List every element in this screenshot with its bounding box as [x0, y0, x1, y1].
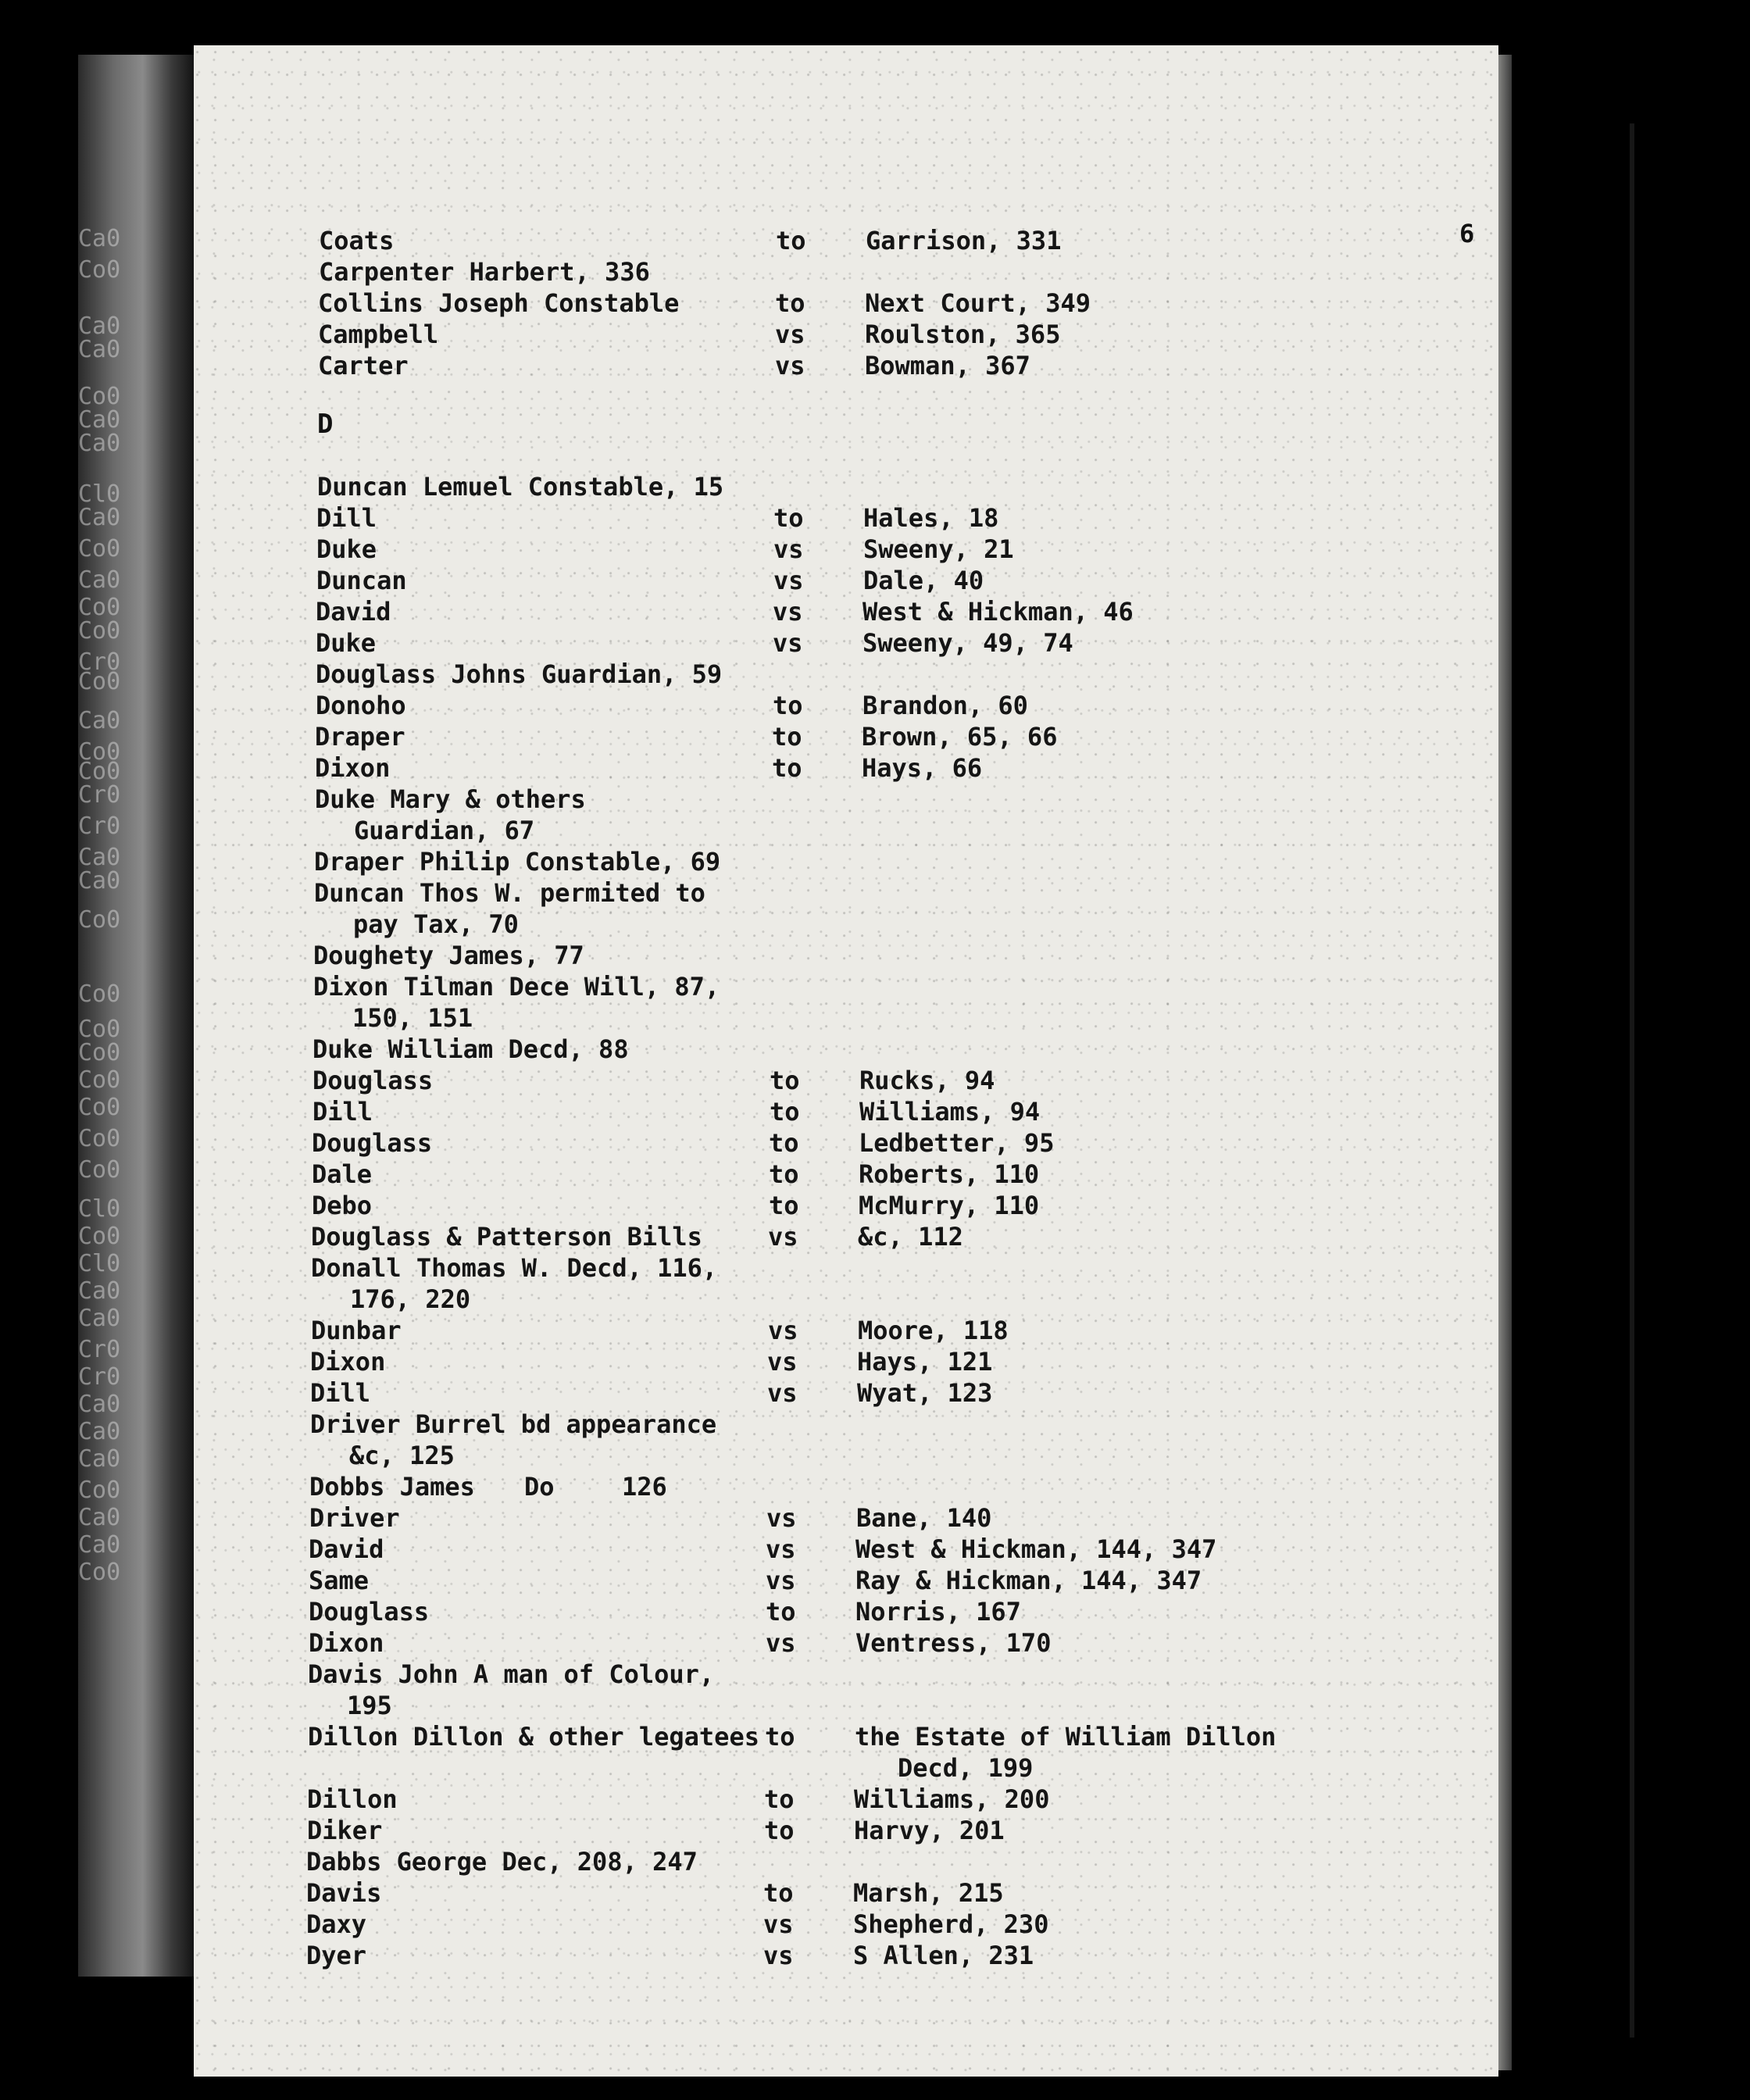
entry-name: Diker: [307, 1816, 383, 1845]
index-entry: [306, 1877, 1400, 1909]
entry-connector: vs: [766, 1503, 797, 1533]
entry-name: Duncan Thos W. permited to: [314, 878, 705, 908]
adjacent-page-text: Ca0: [78, 1418, 121, 1445]
entry-name: Dillon: [307, 1784, 398, 1814]
index-entry: [316, 659, 1409, 690]
entry-opposing-party: West & Hickman, 46: [862, 597, 1134, 627]
adjacent-page-text: Ca0: [78, 566, 121, 594]
entry-opposing-party: West & Hickman, 144, 347: [855, 1534, 1217, 1564]
index-entry: [314, 877, 1408, 939]
entry-connector: to: [769, 1191, 799, 1220]
entry-ditto: Do: [524, 1472, 555, 1502]
adjacent-page-text: Ca0: [78, 336, 121, 363]
entry-name: Dill: [312, 1097, 373, 1127]
entry-party-continuation: Decd, 199: [898, 1753, 1034, 1783]
entry-name: Dixon: [315, 753, 391, 783]
index-entry: [314, 846, 1408, 877]
entry-name: Draper Philip Constable, 69: [314, 847, 721, 877]
index-entry: [312, 1159, 1405, 1190]
adjacent-page-text: Co0: [78, 668, 121, 695]
entry-name: Driver: [309, 1503, 400, 1533]
entry-connector: to: [764, 1816, 795, 1845]
adjacent-page-text: Cl0: [78, 1195, 121, 1223]
adjacent-page-text: Co0: [78, 535, 121, 562]
entry-name: Coats: [319, 226, 395, 255]
entry-name: Dobbs James: [309, 1472, 475, 1502]
entry-opposing-party: Williams, 200: [854, 1784, 1050, 1814]
adjacent-page-text: Co0: [78, 1016, 121, 1043]
entry-connector: to: [775, 288, 805, 318]
entry-page-ref: 126: [622, 1472, 667, 1502]
entry-continuation: 195: [347, 1691, 392, 1720]
entry-name: Douglass: [312, 1128, 433, 1158]
adjacent-page-text: Ca0: [78, 1531, 121, 1559]
index-entry: [310, 1377, 1404, 1409]
entry-name: Same: [309, 1566, 370, 1595]
entry-name: Dyer: [306, 1941, 367, 1970]
entry-continuation: pay Tax, 70: [353, 909, 519, 939]
entry-opposing-party: Marsh, 215: [853, 1878, 1004, 1908]
entry-opposing-party: Ventress, 170: [855, 1628, 1052, 1658]
adjacent-page-text: Ca0: [78, 504, 121, 531]
entry-connector: to: [772, 753, 802, 783]
index-entry: [310, 1346, 1404, 1377]
entry-opposing-party: Hays, 66: [862, 753, 983, 783]
entry-name: Douglass: [309, 1597, 430, 1627]
entry-name: Campbell: [318, 320, 439, 349]
index-entry: [309, 1596, 1402, 1627]
index-entry: [315, 752, 1409, 784]
entry-name: Donoho: [316, 691, 406, 720]
entry-name: Doughety James, 77: [313, 941, 584, 970]
entry-opposing-party: Hays, 121: [857, 1347, 993, 1377]
adjacent-page-text: Cr0: [78, 1336, 121, 1363]
entry-connector: vs: [768, 1222, 798, 1252]
entry-connector: vs: [766, 1566, 796, 1595]
index-entry: [311, 1315, 1405, 1346]
adjacent-page-text: Co0: [78, 1125, 121, 1152]
index-page: [194, 45, 1498, 2077]
entry-name: Duke: [316, 534, 377, 564]
entry-name: David: [316, 597, 391, 627]
entry-connector: to: [765, 1722, 795, 1752]
entry-name: Duke Mary & others: [315, 784, 586, 814]
adjacent-page-text: Co0: [78, 256, 121, 284]
index-entry: [312, 1127, 1405, 1159]
entry-opposing-party: Dale, 40: [863, 566, 984, 595]
entry-opposing-party: Ray & Hickman, 144, 347: [855, 1566, 1202, 1595]
entry-name: Dill: [310, 1378, 371, 1408]
adjacent-page-text: Ca0: [78, 225, 121, 252]
index-entry: [307, 1815, 1401, 1846]
adjacent-page-text: Ca0: [78, 406, 121, 434]
entry-opposing-party: Shepherd, 230: [853, 1909, 1049, 1939]
entry-name: Dixon Tilman Dece Will, 87,: [313, 972, 720, 1002]
adjacent-page-text: Co0: [78, 1066, 121, 1094]
entry-opposing-party: Roberts, 110: [859, 1159, 1040, 1189]
entry-opposing-party: Moore, 118: [858, 1316, 1009, 1345]
entry-connector: vs: [766, 1628, 796, 1658]
index-entry: [312, 1096, 1406, 1127]
index-entry: [309, 1565, 1402, 1596]
entry-connector: to: [773, 691, 803, 720]
entry-connector: vs: [773, 534, 804, 564]
index-entry: [313, 940, 1407, 971]
entry-opposing-party: Brown, 65, 66: [862, 722, 1058, 752]
entry-connector: vs: [773, 597, 803, 627]
adjacent-page-text: Co0: [78, 980, 121, 1008]
entry-opposing-party: McMurry, 110: [859, 1191, 1040, 1220]
adjacent-page-text: Co0: [78, 617, 121, 645]
index-entry: [307, 1784, 1401, 1815]
index-entry: [318, 319, 1412, 350]
adjacent-page-text: Ca0: [78, 707, 121, 734]
entry-name: Duke William Decd, 88: [312, 1034, 629, 1064]
entry-continuation: 176, 220: [350, 1284, 471, 1314]
entry-opposing-party: &c, 112: [858, 1222, 963, 1252]
adjacent-page-text: Co0: [78, 738, 121, 766]
entry-connector: vs: [763, 1909, 794, 1939]
entry-connector: to: [772, 722, 802, 752]
index-entry: [306, 1909, 1400, 1940]
index-entry: [313, 971, 1407, 1033]
index-entry: [308, 1659, 1402, 1720]
adjacent-page-text: Cr0: [78, 781, 121, 809]
entry-name: Collins Joseph Constable: [318, 288, 680, 318]
entry-connector: to: [764, 1784, 795, 1814]
entry-name: Duke: [316, 628, 377, 658]
adjacent-page-text: Ca0: [78, 867, 121, 895]
adjacent-page-text: Co0: [78, 1039, 121, 1066]
entry-name: Donall Thomas W. Decd, 116,: [311, 1253, 718, 1283]
adjacent-page-text: Co0: [78, 383, 121, 410]
index-entry: [319, 225, 1412, 256]
entry-name: Davis John A man of Colour,: [308, 1659, 715, 1689]
index-entry: [316, 534, 1410, 565]
adjacent-page-text: Cr0: [78, 812, 121, 840]
entry-name: Douglass: [312, 1066, 434, 1095]
entry-name: Davis: [306, 1878, 382, 1908]
entry-name: Debo: [312, 1191, 373, 1220]
index-entry: [316, 627, 1409, 659]
entry-name: Duncan Lemuel Constable, 15: [317, 472, 724, 502]
entry-connector: vs: [775, 351, 805, 380]
entry-connector: vs: [763, 1941, 794, 1970]
adjacent-page-text: Co0: [78, 1559, 121, 1586]
index-entry: [318, 288, 1412, 319]
entry-name: Dabbs George Dec, 208, 247: [306, 1847, 698, 1877]
entry-connector: vs: [767, 1347, 798, 1377]
entry-name: Dixon: [310, 1347, 386, 1377]
adjacent-page-text: Cl0: [78, 1250, 121, 1277]
entry-opposing-party: Sweeny, 49, 74: [862, 628, 1073, 658]
index-entry: [317, 471, 1411, 502]
index-entry: [308, 1721, 1402, 1783]
entry-connector: vs: [767, 1378, 798, 1408]
index-entry: [312, 1034, 1406, 1065]
entry-connector: vs: [775, 320, 805, 349]
entry-connector: to: [766, 1597, 796, 1627]
entry-opposing-party: Wyat, 123: [857, 1378, 993, 1408]
entry-connector: vs: [766, 1534, 796, 1564]
entry-name: Carpenter Harbert, 336: [319, 257, 650, 287]
entry-connector: to: [769, 1128, 799, 1158]
index-entry: [315, 721, 1409, 752]
adjacent-page-text: Ca0: [78, 844, 121, 871]
entry-opposing-party: Hales, 18: [863, 503, 999, 533]
entry-name: David: [309, 1534, 384, 1564]
entry-name: Douglass Johns Guardian, 59: [316, 659, 723, 689]
section-heading-d: D: [317, 409, 334, 440]
index-entry: [306, 1940, 1400, 1971]
page-fold-line: [1630, 123, 1634, 2038]
entry-name: Dunbar: [311, 1316, 402, 1345]
index-entry: [310, 1409, 1404, 1470]
entry-name: Dale: [312, 1159, 373, 1189]
entry-name: Dillon Dillon & other legatees: [308, 1722, 759, 1752]
entry-connector: vs: [773, 628, 803, 658]
index-entry: [311, 1221, 1405, 1252]
adjacent-page-text: Ca0: [78, 1391, 121, 1418]
index-entry: [316, 502, 1410, 534]
entry-connector: to: [773, 503, 804, 533]
entry-continuation: Guardian, 67: [354, 816, 535, 845]
adjacent-page-text: Cr0: [78, 648, 121, 676]
entry-opposing-party: Brandon, 60: [862, 691, 1028, 720]
adjacent-page-text: Co0: [78, 1223, 121, 1250]
entry-continuation: &c, 125: [349, 1441, 455, 1470]
adjacent-page-text: Cr0: [78, 1363, 121, 1391]
entry-continuation: 150, 151: [352, 1003, 473, 1033]
index-entry: [316, 565, 1410, 596]
entry-opposing-party: Bane, 140: [856, 1503, 992, 1533]
adjacent-page-strip: [78, 55, 195, 1977]
entry-opposing-party: S Allen, 231: [853, 1941, 1034, 1970]
index-entry: [311, 1252, 1405, 1314]
entry-name: Driver Burrel bd appearance: [310, 1409, 717, 1439]
entry-opposing-party: Harvy, 201: [854, 1816, 1005, 1845]
entry-name: Dill: [316, 503, 377, 533]
adjacent-page-text: Co0: [78, 594, 121, 621]
entry-opposing-party: Next Court, 349: [865, 288, 1091, 318]
entry-connector: to: [763, 1878, 794, 1908]
adjacent-page-text: Co0: [78, 1094, 121, 1121]
adjacent-page-text: Ca0: [78, 430, 121, 457]
adjacent-page-text: Ca0: [78, 1445, 121, 1473]
index-entry: [318, 350, 1412, 381]
index-entry: [312, 1190, 1405, 1221]
adjacent-page-text: Co0: [78, 1156, 121, 1184]
index-entry: [309, 1534, 1402, 1565]
index-entry: [309, 1502, 1403, 1534]
entry-connector: to: [770, 1097, 800, 1127]
entry-name: Duncan: [316, 566, 407, 595]
entry-name: Draper: [315, 722, 405, 752]
entry-connector: vs: [773, 566, 804, 595]
entry-opposing-party: Bowman, 367: [865, 351, 1030, 380]
adjacent-page-text: Ca0: [78, 312, 121, 340]
adjacent-page-text: Co0: [78, 1477, 121, 1504]
index-entry: [312, 1065, 1406, 1096]
adjacent-page-text: Ca0: [78, 1305, 121, 1332]
adjacent-page-text: Ca0: [78, 1277, 121, 1305]
entry-name: Dixon: [309, 1628, 384, 1658]
entry-connector: to: [769, 1159, 799, 1189]
index-entry: [319, 256, 1412, 288]
index-entry: [315, 784, 1409, 845]
entry-opposing-party: Norris, 167: [855, 1597, 1021, 1627]
index-entry: [309, 1471, 1403, 1502]
adjacent-page-text: Cl0: [78, 480, 121, 508]
entry-opposing-party: Williams, 94: [859, 1097, 1041, 1127]
index-entry: [306, 1846, 1400, 1877]
entry-opposing-party: Sweeny, 21: [863, 534, 1014, 564]
entry-connector: to: [770, 1066, 800, 1095]
index-entry: [316, 690, 1409, 721]
entry-opposing-party: Rucks, 94: [859, 1066, 995, 1095]
entry-connector: vs: [768, 1316, 798, 1345]
entry-opposing-party: the Estate of William Dillon: [855, 1722, 1277, 1752]
entry-name: Carter: [318, 351, 409, 380]
adjacent-page-text: Co0: [78, 758, 121, 785]
entry-name: Daxy: [306, 1909, 367, 1939]
entry-connector: to: [776, 226, 806, 255]
page-number: 6: [1459, 219, 1475, 248]
entry-opposing-party: Ledbetter, 95: [859, 1128, 1055, 1158]
index-entry: [309, 1627, 1402, 1659]
index-entry: [316, 596, 1409, 627]
adjacent-page-text: Ca0: [78, 1504, 121, 1531]
entry-opposing-party: Roulston, 365: [865, 320, 1061, 349]
entry-opposing-party: Garrison, 331: [866, 226, 1062, 255]
entry-name: Douglass & Patterson Bills: [311, 1222, 702, 1252]
adjacent-page-text: Co0: [78, 906, 121, 934]
